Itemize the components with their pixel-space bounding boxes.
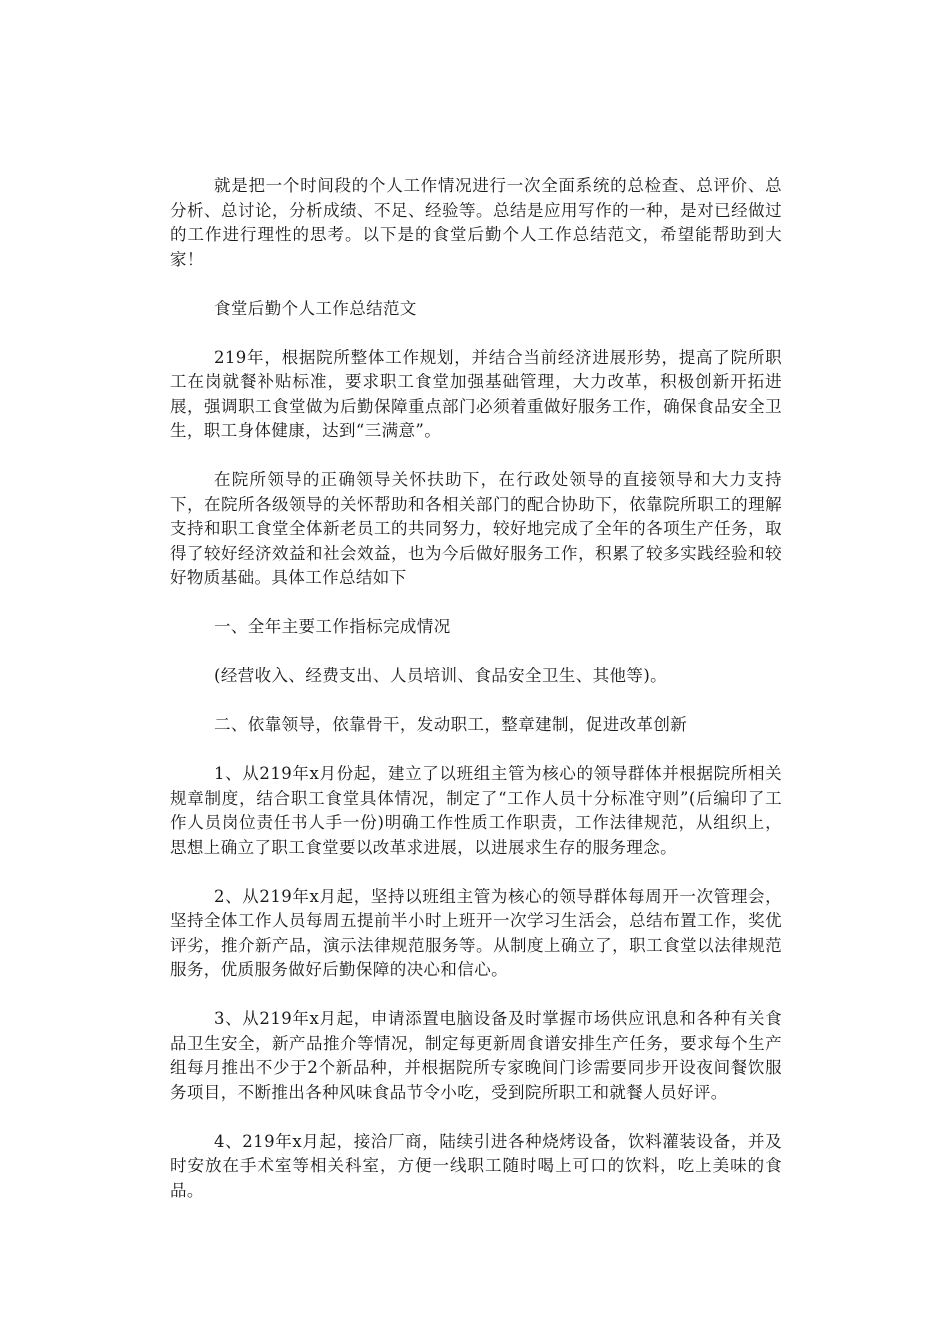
document-body bbox=[170, 174, 782, 1228]
section-heading-1: 一、全年主要工作指标完成情况 bbox=[214, 617, 451, 636]
list-item: 1、从219年x月份起，建立了以班组主管为核心的领导群体并根据院所相关规章制度，结合职工食堂具体情况，制定了“工作人员十分标准守则”(后编印了工作人员岗位责任书人手一份)明确工作性质工作职责，工作法律规范，从组织上，思想上确立了职工食堂要以改革求进展，以进展求生存的服务理念。 bbox=[170, 764, 782, 857]
body-paragraph: 219年，根据院所整体工作规划，并结合当前经济进展形势，提高了院所职工在岗就餐补贴标准，要求职工食堂加强基础管理，大力改革，积极创新开拓进展，强调职工食堂做为后勤保障重点部门必须着重做好服务工作，确保食品安全卫生，职工身体健康，达到“三满意”。 bbox=[170, 347, 782, 440]
intro-paragraph: 就是把一个时间段的个人工作情况进行一次全面系统的总检查、总评价、总分析、总讨论，分析成绩、不足、经验等。总结是应用写作的一种，是对已经做过的工作进行理性的思考。以下是的食堂后勤个人工作总结范文，希望能帮助到大家！ bbox=[170, 176, 782, 269]
body-paragraph: 在院所领导的正确领导关怀扶助下，在行政处领导的直接领导和大力支持下，在院所各级领导的关怀帮助和各相关部门的配合协助下，依靠院所职工的理解支持和职工食堂全体新老员工的共同努力，较好地完成了全年的各项生产任务，取得了较好经济效益和社会效益，也为今后做好服务工作，积累了较多实践经验和较好物质基础。具体工作总结如下 bbox=[170, 470, 782, 587]
list-item: 3、从219年x月起，申请添置电脑设备及时掌握市场供应讯息和各种有关食品卫生安全，新产品推介等情况，制定每更新周食谱安排生产任务，要求每个生产组每月推出不少于2个新品种，并根据院所专家晚间门诊需要同步开设夜间餐饮服务项目，不断推出各种风味食品节令小吃，受到院所职工和就餐人员好评。 bbox=[170, 1009, 782, 1102]
document-title: 食堂后勤个人工作总结范文 bbox=[214, 298, 417, 318]
list-item: 4、219年x月起，接洽厂商，陆续引进各种烧烤设备，饮料灌装设备，并及时安放在手术室等相关科室，方便一线职工随时喝上可口的饮料，吃上美味的食品。 bbox=[170, 1131, 782, 1200]
section-heading-2: 二、依靠领导，依靠骨干，发动职工，整章建制，促进改革创新 bbox=[214, 715, 688, 734]
list-item: 2、从219年x月起，坚持以班组主管为核心的领导群体每周开一次管理会，坚持全体工作人员每周五提前半小时上班开一次学习生活会，总结布置工作，奖优评劣，推介新产品，演示法律规范服务等。从制度上确立了，职工食堂以法律规范服务，优质服务做好后勤保障的决心和信心。 bbox=[170, 886, 782, 979]
section-note: (经营收入、经费支出、人员培训、食品安全卫生、其他等)。 bbox=[214, 666, 668, 685]
